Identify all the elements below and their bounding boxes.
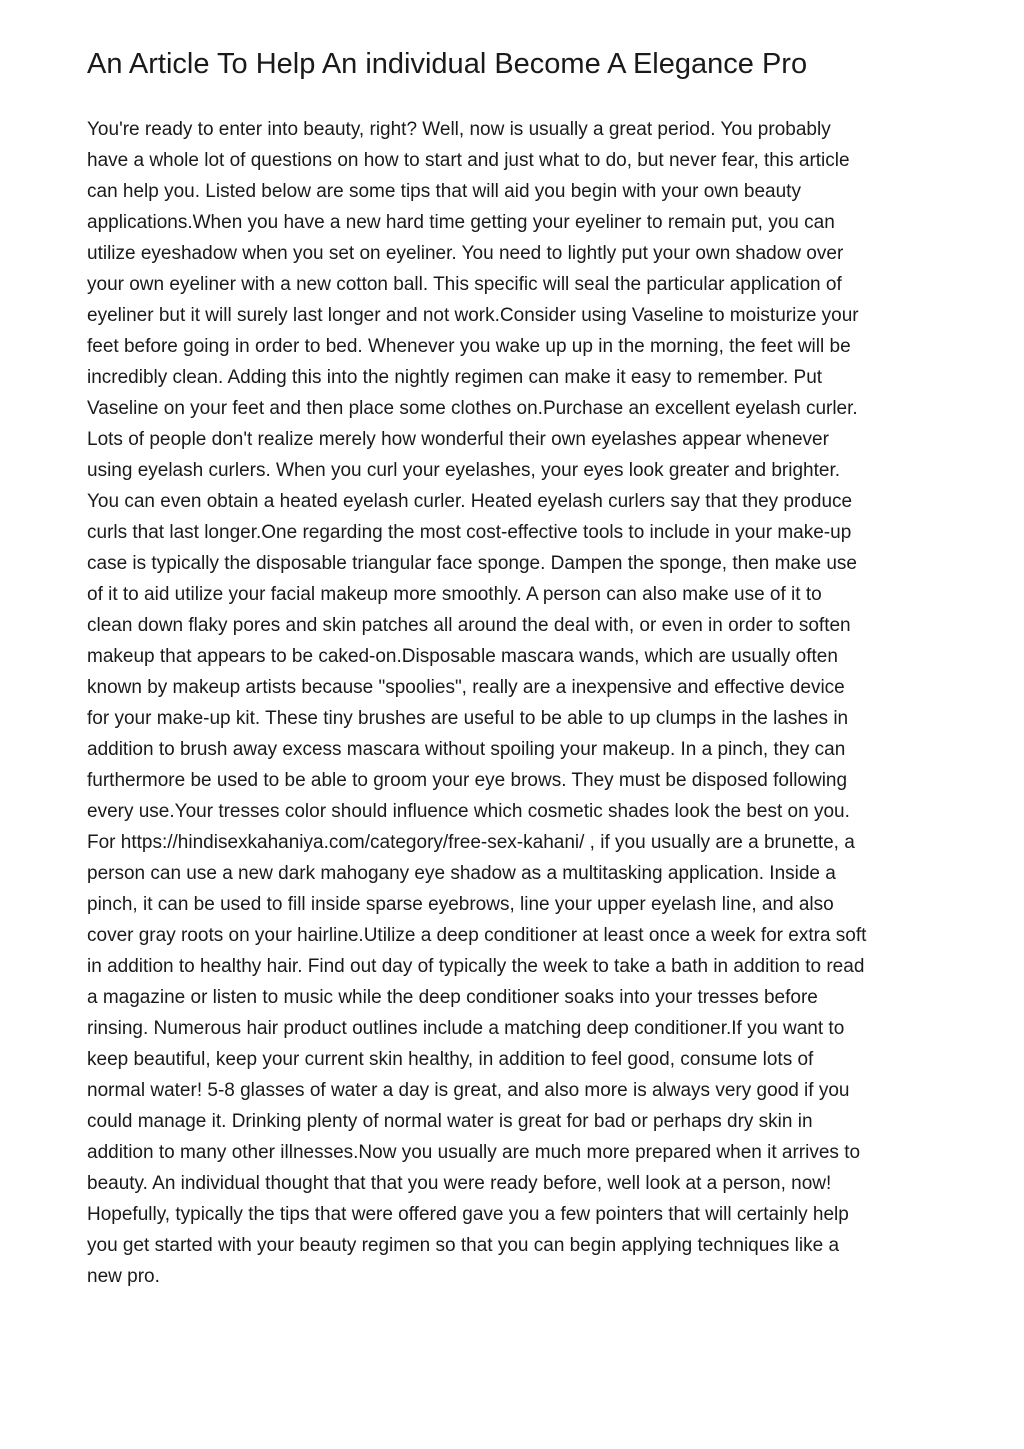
body-text-line: can help you. Listed below are some tips that will aid you begin with your own beauty bbox=[87, 181, 801, 202]
body-text-line: every use.Your tresses color should influence which cosmetic shades look the best on you. bbox=[87, 801, 850, 822]
body-text-line: cover gray roots on your hairline.Utilize a deep conditioner at least once a week for extra soft bbox=[87, 925, 867, 946]
body-text-line: for your make-up kit. These tiny brushes are useful to be able to up clumps in the lashes in bbox=[87, 708, 849, 729]
body-text-line: keep beautiful, keep your current skin healthy, in addition to feel good, consume lots of bbox=[87, 1049, 814, 1070]
article-body bbox=[87, 114, 947, 1292]
body-text-line: curls that last longer.One regarding the most cost-effective tools to include in your make-up bbox=[87, 522, 852, 543]
body-text-line: You can even obtain a heated eyelash curler. Heated eyelash curlers say that they produce bbox=[87, 491, 853, 512]
body-text-line: your own eyeliner with a new cotton ball. This specific will seal the particular application of bbox=[87, 274, 842, 295]
document-title: An Article To Help An individual Become A Elegance Pro bbox=[87, 48, 808, 80]
body-text-line: normal water! 5-8 glasses of water a day is great, and also more is always very good if you bbox=[87, 1080, 850, 1101]
body-text-line: new pro. bbox=[87, 1266, 160, 1287]
body-text-line: furthermore be used to be able to groom your eye brows. They must be disposed following bbox=[87, 770, 848, 791]
body-text-line: of it to aid utilize your facial makeup more smoothly. A person can also make use of it to bbox=[87, 584, 822, 605]
body-text-line: Hopefully, typically the tips that were offered gave you a few pointers that will certainly help bbox=[87, 1204, 849, 1225]
body-text-line: a magazine or listen to music while the deep conditioner soaks into your tresses before bbox=[87, 987, 818, 1008]
body-text-line: beauty. An individual thought that that you were ready before, well look at a person, now! bbox=[87, 1173, 832, 1194]
body-text-line: you get started with your beauty regimen so that you can begin applying techniques like a bbox=[87, 1235, 840, 1256]
body-text-line: have a whole lot of questions on how to start and just what to do, but never fear, this article bbox=[87, 150, 850, 171]
body-text-line: addition to many other illnesses.Now you usually are much more prepared when it arrives to bbox=[87, 1142, 861, 1163]
body-text-line: rinsing. Numerous hair product outlines include a matching deep conditioner.If you want to bbox=[87, 1018, 845, 1039]
body-text-line: incredibly clean. Adding this into the nightly regimen can make it easy to remember. Put bbox=[87, 367, 823, 388]
body-text-line: eyeliner but it will surely last longer and not work.Consider using Vaseline to moisturize your bbox=[87, 305, 859, 326]
body-text-line: in addition to healthy hair. Find out day of typically the week to take a bath in addition to read bbox=[87, 956, 865, 977]
body-text-line: You're ready to enter into beauty, right? Well, now is usually a great period. You probably bbox=[87, 119, 831, 140]
body-text-line: applications.When you have a new hard time getting your eyeliner to remain put, you can bbox=[87, 212, 835, 233]
body-text-line: using eyelash curlers. When you curl your eyelashes, your eyes look greater and brighter. bbox=[87, 460, 841, 481]
body-text-line: case is typically the disposable triangular face sponge. Dampen the sponge, then make use bbox=[87, 553, 857, 574]
body-text-line: addition to brush away excess mascara without spoiling your makeup. In a pinch, they can bbox=[87, 739, 846, 760]
body-text-line: known by makeup artists because "spoolies", really are a inexpensive and effective device bbox=[87, 677, 845, 698]
body-text-line: utilize eyeshadow when you set on eyeliner. You need to lightly put your own shadow over bbox=[87, 243, 844, 264]
body-text-line: clean down flaky pores and skin patches all around the deal with, or even in order to soften bbox=[87, 615, 851, 636]
body-text-line: Lots of people don't realize merely how wonderful their own eyelashes appear whenever bbox=[87, 429, 829, 450]
body-text-line: Vaseline on your feet and then place some clothes on.Purchase an excellent eyelash curler. bbox=[87, 398, 858, 419]
body-text-line: person can use a new dark mahogany eye shadow as a multitasking application. Inside a bbox=[87, 863, 836, 884]
body-text-line: For https://hindisexkahaniya.com/category/free-sex-kahani/ , if you usually are a brunette, a bbox=[87, 832, 855, 853]
body-text-line: pinch, it can be used to fill inside sparse eyebrows, line your upper eyelash line, and also bbox=[87, 894, 834, 915]
body-text-line: could manage it. Drinking plenty of normal water is great for bad or perhaps dry skin in bbox=[87, 1111, 813, 1132]
body-text-line: makeup that appears to be caked-on.Disposable mascara wands, which are usually often bbox=[87, 646, 838, 667]
body-text-line: feet before going in order to bed. Whenever you wake up up in the morning, the feet will be bbox=[87, 336, 851, 357]
